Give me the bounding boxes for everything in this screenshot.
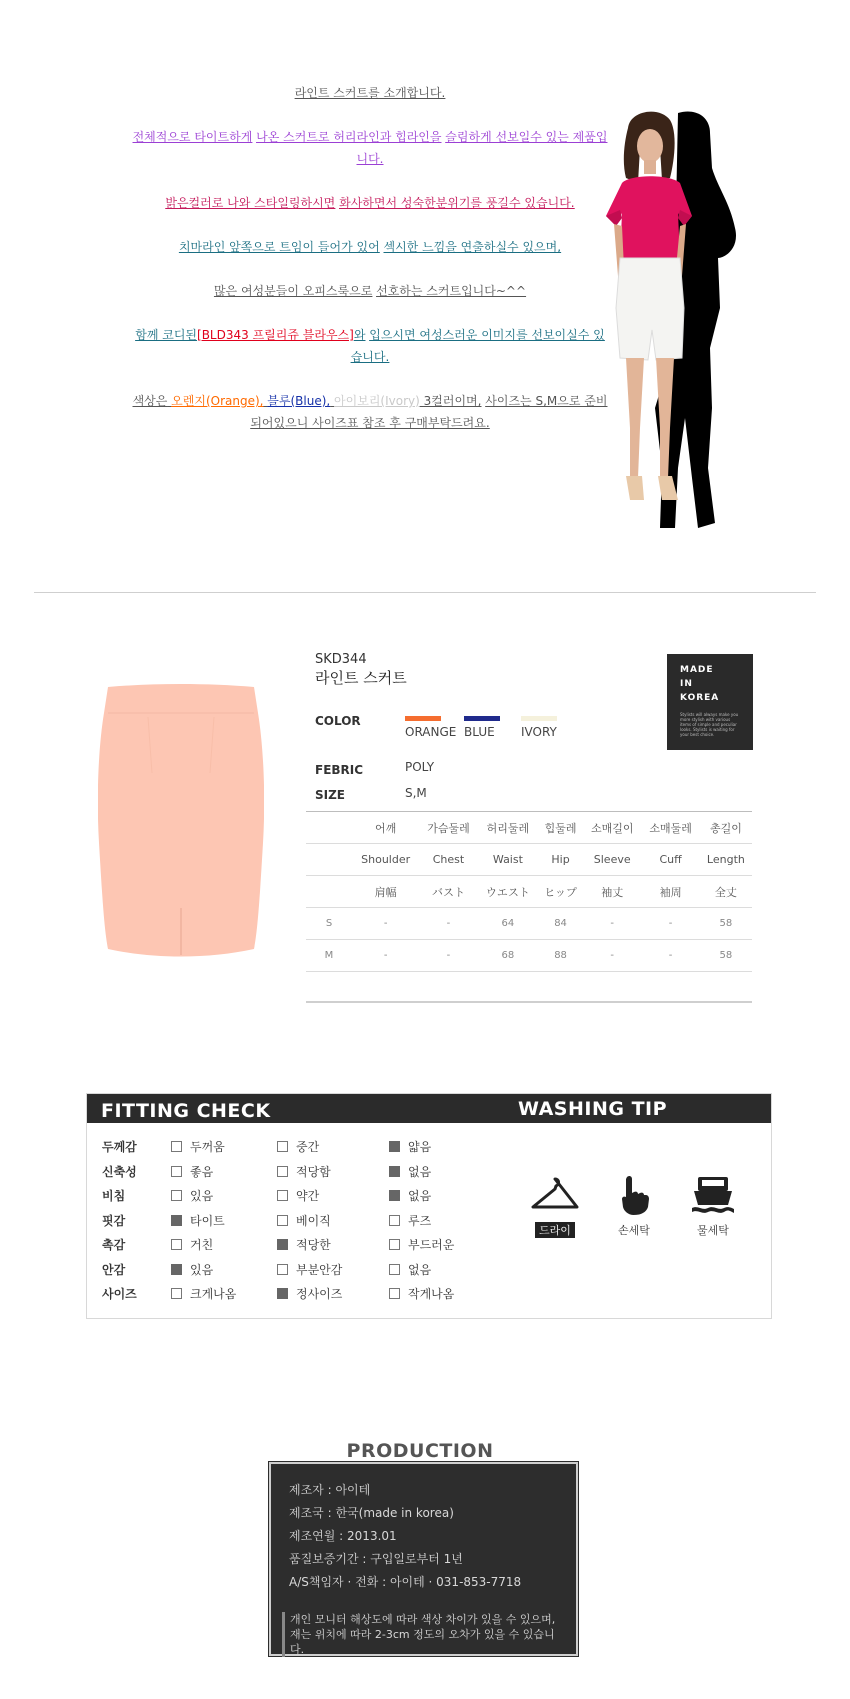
production-note [282, 1612, 568, 1657]
fitting-option [277, 1236, 331, 1253]
production-line: A/S책임자 · 전화 : 아이테 · 031-853-7718 [289, 1575, 522, 1589]
intro-line: 나온 스커트로 허리라인과 힙라인을 [256, 130, 442, 144]
fitting-option-label: 있음 [190, 1262, 214, 1277]
col-header: 소매둘레 [641, 812, 699, 844]
intro-line: 색상은 [132, 394, 168, 408]
fitting-row [87, 1236, 507, 1256]
color-name-orange: ORANGE [405, 725, 457, 739]
fitting-option [389, 1163, 431, 1180]
color-blue-text: 블루(Blue), [267, 394, 331, 408]
fitting-option-label: 부드러운 [408, 1238, 455, 1252]
checkbox [277, 1288, 288, 1299]
checkbox [171, 1239, 182, 1250]
fitting-row-label: 핏감 [102, 1213, 126, 1228]
fitting-row [87, 1212, 507, 1232]
intro-line: 슬림하게 선보일수 있는 제품입니다. [356, 130, 608, 166]
table-cell: 58 [700, 908, 752, 940]
col-header: ヒップ [538, 876, 583, 908]
checkbox [389, 1166, 400, 1177]
fitting-option-label: 루즈 [408, 1213, 432, 1228]
fitting-option-label: 작게나옴 [408, 1287, 455, 1301]
col-header: Chest [419, 844, 477, 876]
fitting-option [277, 1261, 342, 1278]
fitting-option-label: 있음 [190, 1189, 214, 1203]
fitting-option-label: 타이트 [190, 1213, 225, 1228]
production-line: 제조자 : 아이테 [289, 1483, 371, 1497]
wash-label: 드라이 [535, 1222, 575, 1238]
intro-line: 입으시면 여성스러운 이미지를 선보이실수 있습니다. [350, 328, 605, 364]
fitting-option [277, 1212, 331, 1229]
table-cell: - [641, 908, 699, 940]
swatch-ivory [521, 716, 557, 721]
col-header: バスト [419, 876, 477, 908]
checkbox [171, 1215, 182, 1226]
fitting-option [389, 1187, 431, 1204]
production-box [269, 1462, 578, 1656]
checkbox [277, 1215, 288, 1226]
row-size: M [306, 940, 352, 972]
production-line: 제조국 : 한국(made in korea) [289, 1506, 454, 1520]
intro-line: 전체적으로 타이트하게 [132, 130, 253, 144]
fitting-option-label: 얇음 [408, 1140, 432, 1154]
fitting-option [277, 1163, 331, 1180]
made-line: IN [680, 679, 693, 689]
fitting-option-label: 약간 [296, 1189, 320, 1203]
checkbox [389, 1264, 400, 1275]
table-cell: - [352, 940, 419, 972]
checkbox [171, 1166, 182, 1177]
swatch-blue [464, 716, 500, 721]
fitting-option [389, 1138, 431, 1155]
table-row [306, 908, 752, 940]
intro-line: 라인트 스커트를 소개합니다. [294, 86, 446, 100]
checkbox [389, 1190, 400, 1201]
checkbox [277, 1190, 288, 1201]
fitting-header-bar [87, 1094, 771, 1123]
table-cell: - [583, 940, 641, 972]
intro-text [130, 82, 610, 456]
fabric-label: FEBRIC [315, 763, 364, 777]
table-row [306, 940, 752, 972]
fitting-option-label: 두꺼움 [190, 1140, 225, 1154]
col-header: 허리둘레 [478, 812, 538, 844]
fitting-option-label: 없음 [408, 1164, 432, 1179]
made-line: MADE [680, 665, 714, 675]
wash-label: 손세탁 [618, 1224, 650, 1237]
fitting-option-label: 크게나옴 [190, 1287, 237, 1301]
checkbox [389, 1239, 400, 1250]
table-cell: 64 [478, 908, 538, 940]
wash-water [678, 1175, 748, 1238]
intro-line: 밝은컬러로 나와 스타일링하시면 [165, 196, 336, 210]
fitting-option [171, 1138, 225, 1155]
fitting-row-label: 안감 [102, 1262, 126, 1277]
intro-line: 3컬러이며, [423, 394, 482, 408]
color-name-blue: BLUE [464, 725, 495, 739]
table-cell: - [641, 940, 699, 972]
swatch-orange [405, 716, 441, 721]
washing-machine-icon [690, 1175, 736, 1215]
table-cell: - [583, 908, 641, 940]
production-line: 제조연월 : 2013.01 [289, 1529, 397, 1543]
fabric-value: POLY [405, 760, 435, 774]
production-title: PRODUCTION [346, 1440, 494, 1462]
checkbox [171, 1141, 182, 1152]
fitting-option [277, 1138, 319, 1155]
table-cell: - [419, 940, 477, 972]
checkbox [277, 1141, 288, 1152]
fitting-row-label: 사이즈 [102, 1287, 137, 1301]
checkbox [277, 1264, 288, 1275]
checkbox [277, 1239, 288, 1250]
intro-line: 함께 코디된 [135, 328, 198, 342]
checkbox [389, 1141, 400, 1152]
col-header: Sleeve [583, 844, 641, 876]
fitting-option [389, 1261, 431, 1278]
table-cell: 58 [700, 940, 752, 972]
washing-title: WASHING TIP [518, 1098, 668, 1120]
intro-line: 선호하는 스커트입니다~^^ [376, 284, 527, 298]
col-header: 힙둘레 [538, 812, 583, 844]
fitting-row [87, 1163, 507, 1183]
fitting-row [87, 1138, 507, 1158]
checkbox [171, 1190, 182, 1201]
color-label: COLOR [315, 714, 361, 728]
note-line: 개인 모니터 해상도에 따라 색상 차이가 있을 수 있으며, [290, 1613, 556, 1626]
wash-label: 물세탁 [697, 1224, 729, 1237]
size-table [306, 811, 752, 972]
table-cell: - [352, 908, 419, 940]
checkbox [389, 1288, 400, 1299]
fitting-row-label: 두께감 [102, 1140, 137, 1154]
fitting-option-label: 부분안감 [296, 1262, 343, 1277]
fitting-row [87, 1285, 507, 1305]
col-header: ウエスト [478, 876, 538, 908]
table-cell: 84 [538, 908, 583, 940]
checkbox [171, 1288, 182, 1299]
col-header: Shoulder [352, 844, 419, 876]
fitting-check-panel [86, 1093, 772, 1319]
hanger-icon [529, 1175, 581, 1215]
row-size: S [306, 908, 352, 940]
fitting-row [87, 1187, 507, 1207]
fitting-option-label: 적당함 [296, 1164, 331, 1179]
color-ivory-text: 아이보리(Ivory) [334, 394, 420, 408]
col-header: Length [700, 844, 752, 876]
fitting-option-label: 없음 [408, 1189, 432, 1203]
size-header-ko [306, 812, 752, 844]
intro-line: 많은 여성분들이 오피스룩으로 [213, 284, 373, 298]
fitting-row-label: 신축성 [102, 1164, 137, 1179]
size-label: SIZE [315, 788, 346, 802]
product-name: 라인트 스커트 [315, 669, 407, 687]
production-line: 품질보증기간 : 구입일로부터 1년 [289, 1552, 463, 1566]
col-header: 총길이 [700, 812, 752, 844]
intro-line: 섹시한 느낌을 연출하실수 있으며, [383, 240, 562, 254]
fitting-option [171, 1236, 213, 1253]
hand-icon [614, 1175, 654, 1215]
fitting-option-label: 정사이즈 [296, 1287, 343, 1301]
fitting-option-label: 거친 [190, 1238, 214, 1252]
intro-line: 화사하면서 성숙한분위기를 풍길수 있습니다. [339, 196, 575, 210]
fitting-option-label: 적당한 [296, 1238, 331, 1252]
col-header: 소매길이 [583, 812, 641, 844]
fitting-option [389, 1285, 454, 1302]
table-cell: 68 [478, 940, 538, 972]
skirt-flat-photo [98, 683, 264, 961]
fitting-row-label: 촉감 [102, 1238, 126, 1252]
intro-line: 사이즈는 S,M으로 준비되어있으니 사이즈표 참조 후 구매부탁드려요. [250, 394, 608, 430]
fitting-row-label: 비침 [102, 1189, 126, 1203]
fitting-option [171, 1261, 213, 1278]
fitting-option-label: 좋음 [190, 1164, 214, 1179]
note-line: 재는 위치에 따라 2-3cm 정도의 오차가 있을 수 있습니다. [290, 1628, 555, 1656]
checkbox [171, 1264, 182, 1275]
fitting-option [171, 1285, 236, 1302]
fitting-option [277, 1187, 319, 1204]
col-header: 袖丈 [583, 876, 641, 908]
color-name-ivory: IVORY [521, 725, 557, 739]
fitting-option [277, 1285, 342, 1302]
col-header: 肩幅 [352, 876, 419, 908]
fitting-option-label: 없음 [408, 1262, 432, 1277]
fitting-option-label: 베이직 [296, 1213, 331, 1228]
size-header-en [306, 844, 752, 876]
fitting-option [171, 1187, 213, 1204]
model-photo [600, 108, 770, 533]
checkbox [277, 1166, 288, 1177]
col-header: 어깨 [352, 812, 419, 844]
size-value: S,M [405, 786, 427, 800]
blouse-link[interactable]: [BLD343 프릴리쥬 블라우스] [197, 328, 354, 342]
table-cell: 88 [538, 940, 583, 972]
fitting-option-label: 중간 [296, 1140, 320, 1154]
col-header: 全丈 [700, 876, 752, 908]
fitting-option [389, 1212, 431, 1229]
made-small-text: Stylists will always make you more stylish with various items of simple and peculiar looks. Stylists is waiting for your best choice. [680, 712, 739, 737]
size-header-jp [306, 876, 752, 908]
intro-line: 치마라인 앞쪽으로 트임이 들어가 있어 [178, 240, 380, 254]
col-header: Waist [478, 844, 538, 876]
made-in-korea-badge [667, 654, 753, 750]
col-header: Hip [538, 844, 583, 876]
col-header: 袖周 [641, 876, 699, 908]
wash-hand [599, 1175, 669, 1238]
color-orange-text: 오렌지(Orange), [171, 394, 264, 408]
table-cell: - [419, 908, 477, 940]
table-end-rule [306, 1001, 752, 1003]
fitting-option [389, 1236, 454, 1253]
fitting-title: FITTING CHECK [101, 1100, 271, 1122]
col-header: 가슴둘레 [419, 812, 477, 844]
wash-dry [520, 1175, 590, 1238]
product-code: SKD344 [315, 652, 367, 667]
fitting-row [87, 1261, 507, 1281]
made-line: KOREA [680, 693, 720, 703]
col-header: Cuff [641, 844, 699, 876]
intro-line: 와 [353, 328, 366, 342]
fitting-option [171, 1163, 213, 1180]
section-divider [34, 592, 816, 593]
checkbox [389, 1215, 400, 1226]
fitting-option [171, 1212, 225, 1229]
